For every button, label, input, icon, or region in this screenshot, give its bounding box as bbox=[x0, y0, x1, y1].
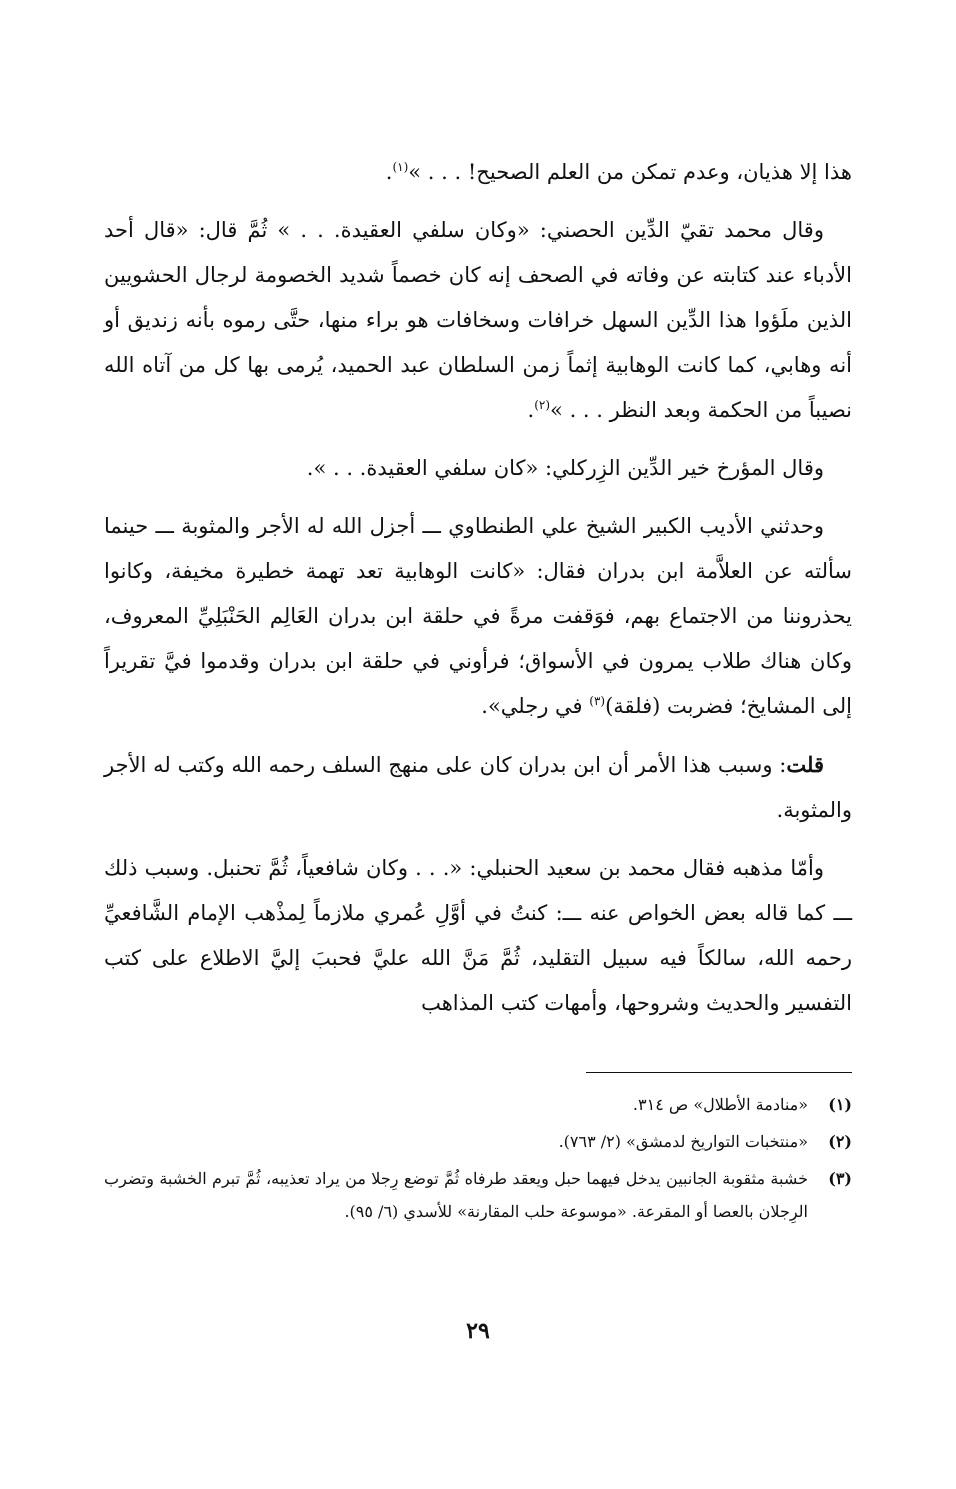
paragraph-5-lead: قلت bbox=[786, 752, 824, 777]
footnote-1 bbox=[104, 1088, 852, 1121]
footnote-3 bbox=[104, 1162, 852, 1228]
page-number: ٢٩ bbox=[466, 1318, 490, 1344]
paragraph-2 bbox=[104, 208, 852, 433]
footnote-number: (١) bbox=[828, 1095, 852, 1114]
paragraph-1-text: هذا إلا هذيان، وعدم تمكن من العلم الصحيح! . . . » bbox=[408, 160, 852, 184]
footnote-number: (٣) bbox=[828, 1169, 852, 1188]
footnote-ref-2: (٢) bbox=[534, 398, 551, 412]
footnotes bbox=[104, 1088, 852, 1232]
footnote-2 bbox=[104, 1125, 852, 1158]
paragraph-2-text: وقال محمد تقيّ الدِّين الحصني: «وكان سلفي العقيدة. . . » ثُمَّ قال: «قال أحد الأدباء عند كتابته عن وفاته في الصحف إنه كان خصماً شديد الخصومة لرجال الحشويين الذين ملَؤوا هذا الدِّين السهل خرافات وسخافات هو براء منها، حتَّى رموه بأنه زنديق أو أنه وهابي، كما كانت الوهابية إثماً زمن السلطان عبد الحميد، يُرمى بها كل من آتاه الله نصيباً من الحكمة وبعد النظر . . . » bbox=[104, 218, 852, 422]
paragraph-6: وأمّا مذهبه فقال محمد بن سعيد الحنبلي: «. . . وكان شافعياً، ثُمَّ تحنبل. وسبب ذلك ـــ كما قاله بعض الخواص عنه ـــ: كنتُ في أوَّلِ عُمري ملازماً لِمذْهب الإمام الشَّافعيِّ رحمه الله، سالكاً فيه سبيل التقليد، ثُمَّ مَنَّ الله عليَّ فحببَ إليَّ الاطلاع على كتب التفسير والحديث وشروحها، وأمهات كتب المذاهب bbox=[104, 856, 852, 1015]
footnote-number: (٢) bbox=[828, 1132, 852, 1151]
footnote-text: خشبة مثقوبة الجانبين يدخل فيهما حبل ويعقد طرفاه ثُمَّ توضع رِجلا من يراد تعذيبه، ثُمَّ تبرم الخشبة وتضرب الرِجلان بالعصا أو المقرعة. «موسوعة حلب المقارنة» للأسدي (٦/ ٩٥). bbox=[104, 1169, 808, 1221]
paragraph-4 bbox=[104, 504, 852, 729]
footnote-text: «منتخبات التواريخ لدمشق» (٢/ ٧٦٣). bbox=[558, 1132, 808, 1151]
paragraph-1-end: . bbox=[385, 160, 393, 184]
paragraph-3: وقال المؤرخ خير الدِّين الزِركلي: «كان سلفي العقيدة. . . ». bbox=[306, 456, 824, 480]
paragraph-5 bbox=[104, 742, 852, 833]
footnote-divider bbox=[586, 1072, 852, 1073]
footnote-text: «منادمة الأطلال» ص ٣١٤. bbox=[632, 1095, 808, 1114]
footnote-ref-1: (١) bbox=[392, 160, 409, 174]
footnote-ref-3: (٣) bbox=[589, 694, 606, 708]
paragraph-4-text: وحدثني الأديب الكبير الشيخ علي الطنطاوي ـــ أجزل الله له الأجر والمثوبة ـــ حينما سألته عن العلاَّمة ابن بدران فقال: «كانت الوهابية تعد تهمة خطيرة مخيفة، وكانوا يحذروننا من الاجتماع بهم، فوَقفت مرةً في حلقة ابن بدران العَالِم الحَنْبَلِيِّ المعروف، وكان هناك طلاب يمرون في الأسواق؛ فرأوني في حلقة ابن بدران وقدموا فيَّ تقريراً إلى المشايخ؛ فضربت (فلقة) bbox=[104, 514, 852, 718]
main-text bbox=[104, 150, 852, 1039]
paragraph-1 bbox=[104, 150, 852, 195]
paragraph-4-end: في رجلي». bbox=[481, 694, 590, 718]
paragraph-5-text: : وسبب هذا الأمر أن ابن بدران كان على منهج السلف رحمه الله وكتب له الأجر والمثوبة. bbox=[104, 753, 852, 822]
paragraph-2-end: . bbox=[527, 398, 535, 422]
